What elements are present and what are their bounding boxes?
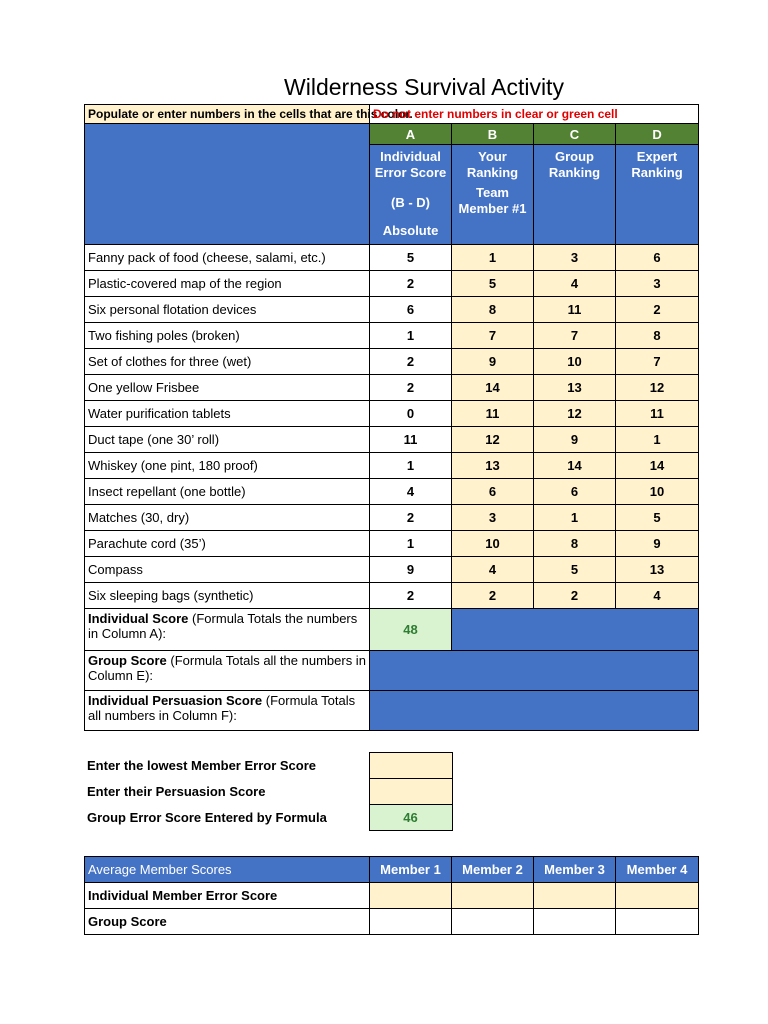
item-row <box>85 453 699 479</box>
item-expert-ranking[interactable]: 13 <box>616 557 699 583</box>
col-a-title: Individual Error Score <box>374 149 447 180</box>
item-row <box>85 271 699 297</box>
item-error-score: 11 <box>370 427 452 453</box>
item-name: Compass <box>85 557 370 583</box>
item-group-ranking[interactable]: 7 <box>534 323 616 349</box>
item-row <box>85 245 699 271</box>
item-error-score: 4 <box>370 479 452 505</box>
item-row <box>85 375 699 401</box>
item-row <box>85 505 699 531</box>
item-your-ranking[interactable]: 5 <box>452 271 534 297</box>
item-row <box>85 479 699 505</box>
item-name: One yellow Frisbee <box>85 375 370 401</box>
item-your-ranking[interactable]: 12 <box>452 427 534 453</box>
item-expert-ranking[interactable]: 8 <box>616 323 699 349</box>
item-name: Parachute cord (35’) <box>85 531 370 557</box>
item-error-score: 9 <box>370 557 452 583</box>
col-c-letter: C <box>534 124 616 145</box>
item-your-ranking[interactable]: 7 <box>452 323 534 349</box>
item-group-ranking[interactable]: 12 <box>534 401 616 427</box>
col-a-header <box>370 145 452 245</box>
member-4-group-score <box>616 909 699 935</box>
item-error-score: 2 <box>370 349 452 375</box>
item-expert-ranking[interactable]: 2 <box>616 297 699 323</box>
group-error-section <box>84 752 453 831</box>
item-row <box>85 531 699 557</box>
col-a-letter: A <box>370 124 452 145</box>
member-error-label: Individual Member Error Score <box>85 883 370 909</box>
item-group-ranking[interactable]: 3 <box>534 245 616 271</box>
item-group-ranking[interactable]: 9 <box>534 427 616 453</box>
item-expert-ranking[interactable]: 1 <box>616 427 699 453</box>
item-group-ranking[interactable]: 2 <box>534 583 616 609</box>
item-name: Duct tape (one 30’ roll) <box>85 427 370 453</box>
item-your-ranking[interactable]: 3 <box>452 505 534 531</box>
legend-yellow-note: Populate or enter numbers in the cells that are this color. <box>85 105 370 124</box>
member-2-header: Member 2 <box>452 857 534 883</box>
col-b-title: Your Ranking <box>466 149 519 180</box>
col-d-header: Expert Ranking <box>616 145 699 245</box>
item-name: Fanny pack of food (cheese, salami, etc.) <box>85 245 370 271</box>
item-row <box>85 323 699 349</box>
individual-score-value: 48 <box>370 609 452 651</box>
member-1-error-input[interactable] <box>370 883 452 909</box>
item-name: Water purification tablets <box>85 401 370 427</box>
item-error-score: 2 <box>370 583 452 609</box>
item-row <box>85 297 699 323</box>
item-expert-ranking[interactable]: 5 <box>616 505 699 531</box>
item-row <box>85 583 699 609</box>
item-group-ranking[interactable]: 4 <box>534 271 616 297</box>
col-d-letter: D <box>616 124 699 145</box>
sheet-title: Wilderness Survival Activity <box>284 74 564 100</box>
item-group-ranking[interactable]: 11 <box>534 297 616 323</box>
member-4-error-input[interactable] <box>616 883 699 909</box>
item-error-score: 0 <box>370 401 452 427</box>
persuasion-score-label: Individual Persuasion Score (Formula Totals all numbers in Column F): <box>85 691 370 731</box>
persuasion-score-input[interactable] <box>369 779 452 805</box>
individual-score-label: Individual Score (Formula Totals the numbers in Column A): <box>85 609 370 651</box>
col-b-letter: B <box>452 124 534 145</box>
item-error-score: 2 <box>370 375 452 401</box>
member-3-header: Member 3 <box>534 857 616 883</box>
item-your-ranking[interactable]: 11 <box>452 401 534 427</box>
item-name: Six personal flotation devices <box>85 297 370 323</box>
item-expert-ranking[interactable]: 14 <box>616 453 699 479</box>
member-3-group-score <box>534 909 616 935</box>
item-expert-ranking[interactable]: 6 <box>616 245 699 271</box>
item-row <box>85 427 699 453</box>
item-error-score: 1 <box>370 323 452 349</box>
item-error-score: 1 <box>370 531 452 557</box>
item-your-ranking[interactable]: 13 <box>452 453 534 479</box>
item-row <box>85 401 699 427</box>
member-3-error-input[interactable] <box>534 883 616 909</box>
group-score-fill <box>370 651 699 691</box>
item-expert-ranking[interactable]: 10 <box>616 479 699 505</box>
average-member-scores-table <box>84 856 699 935</box>
item-name: Insect repellant (one bottle) <box>85 479 370 505</box>
item-your-ranking[interactable]: 10 <box>452 531 534 557</box>
item-name: Two fishing poles (broken) <box>85 323 370 349</box>
item-name: Whiskey (one pint, 180 proof) <box>85 453 370 479</box>
group-error-value: 46 <box>369 805 452 831</box>
lowest-score-label: Enter the lowest Member Error Score <box>87 758 317 773</box>
member-1-header: Member 1 <box>370 857 452 883</box>
item-group-ranking[interactable]: 14 <box>534 453 616 479</box>
item-error-score: 2 <box>370 505 452 531</box>
item-error-score: 2 <box>370 271 452 297</box>
item-group-ranking[interactable]: 8 <box>534 531 616 557</box>
member-2-group-score <box>452 909 534 935</box>
lowest-score-input[interactable] <box>369 753 452 779</box>
item-expert-ranking[interactable]: 3 <box>616 271 699 297</box>
persuasion-input-label: Enter their Persuasion Score <box>87 784 266 799</box>
item-your-ranking[interactable]: 1 <box>452 245 534 271</box>
item-group-ranking[interactable]: 6 <box>534 479 616 505</box>
item-your-ranking[interactable]: 8 <box>452 297 534 323</box>
item-expert-ranking[interactable]: 9 <box>616 531 699 557</box>
item-name: Six sleeping bags (synthetic) <box>85 583 370 609</box>
group-score-row-label: Group Score <box>85 909 370 935</box>
item-group-ranking[interactable]: 10 <box>534 349 616 375</box>
item-error-score: 5 <box>370 245 452 271</box>
item-expert-ranking[interactable]: 12 <box>616 375 699 401</box>
item-expert-ranking[interactable]: 7 <box>616 349 699 375</box>
member-2-error-input[interactable] <box>452 883 534 909</box>
item-your-ranking[interactable]: 14 <box>452 375 534 401</box>
header-blank <box>85 124 370 245</box>
col-b-header <box>452 145 534 245</box>
item-group-ranking[interactable]: 1 <box>534 505 616 531</box>
item-name: Set of clothes for three (wet) <box>85 349 370 375</box>
item-error-score: 6 <box>370 297 452 323</box>
col-c-header: Group Ranking <box>534 145 616 245</box>
item-your-ranking[interactable]: 6 <box>452 479 534 505</box>
col-b-member: Team Member #1 <box>458 185 527 216</box>
group-score-label: Group Score (Formula Totals all the numbers in Column E): <box>85 651 370 691</box>
avg-header: Average Member Scores <box>85 857 370 883</box>
legend-red-note: Do not enter numbers in clear or green cell <box>370 105 699 124</box>
item-row <box>85 349 699 375</box>
item-expert-ranking[interactable]: 4 <box>616 583 699 609</box>
item-group-ranking[interactable]: 13 <box>534 375 616 401</box>
persuasion-score-fill <box>370 691 699 731</box>
individual-score-fill <box>452 609 699 651</box>
member-4-header: Member 4 <box>616 857 699 883</box>
item-row <box>85 557 699 583</box>
item-name: Matches (30, dry) <box>85 505 370 531</box>
item-expert-ranking[interactable]: 11 <box>616 401 699 427</box>
item-your-ranking[interactable]: 2 <box>452 583 534 609</box>
group-error-label: Group Error Score Entered by Formula <box>87 810 327 825</box>
item-name: Plastic-covered map of the region <box>85 271 370 297</box>
item-error-score: 1 <box>370 453 452 479</box>
item-your-ranking[interactable]: 4 <box>452 557 534 583</box>
col-a-formula: (B - D) <box>391 195 430 210</box>
member-1-group-score <box>370 909 452 935</box>
col-a-absolute: Absolute <box>382 223 439 238</box>
item-your-ranking[interactable]: 9 <box>452 349 534 375</box>
item-group-ranking[interactable]: 5 <box>534 557 616 583</box>
ranking-table <box>84 104 699 731</box>
